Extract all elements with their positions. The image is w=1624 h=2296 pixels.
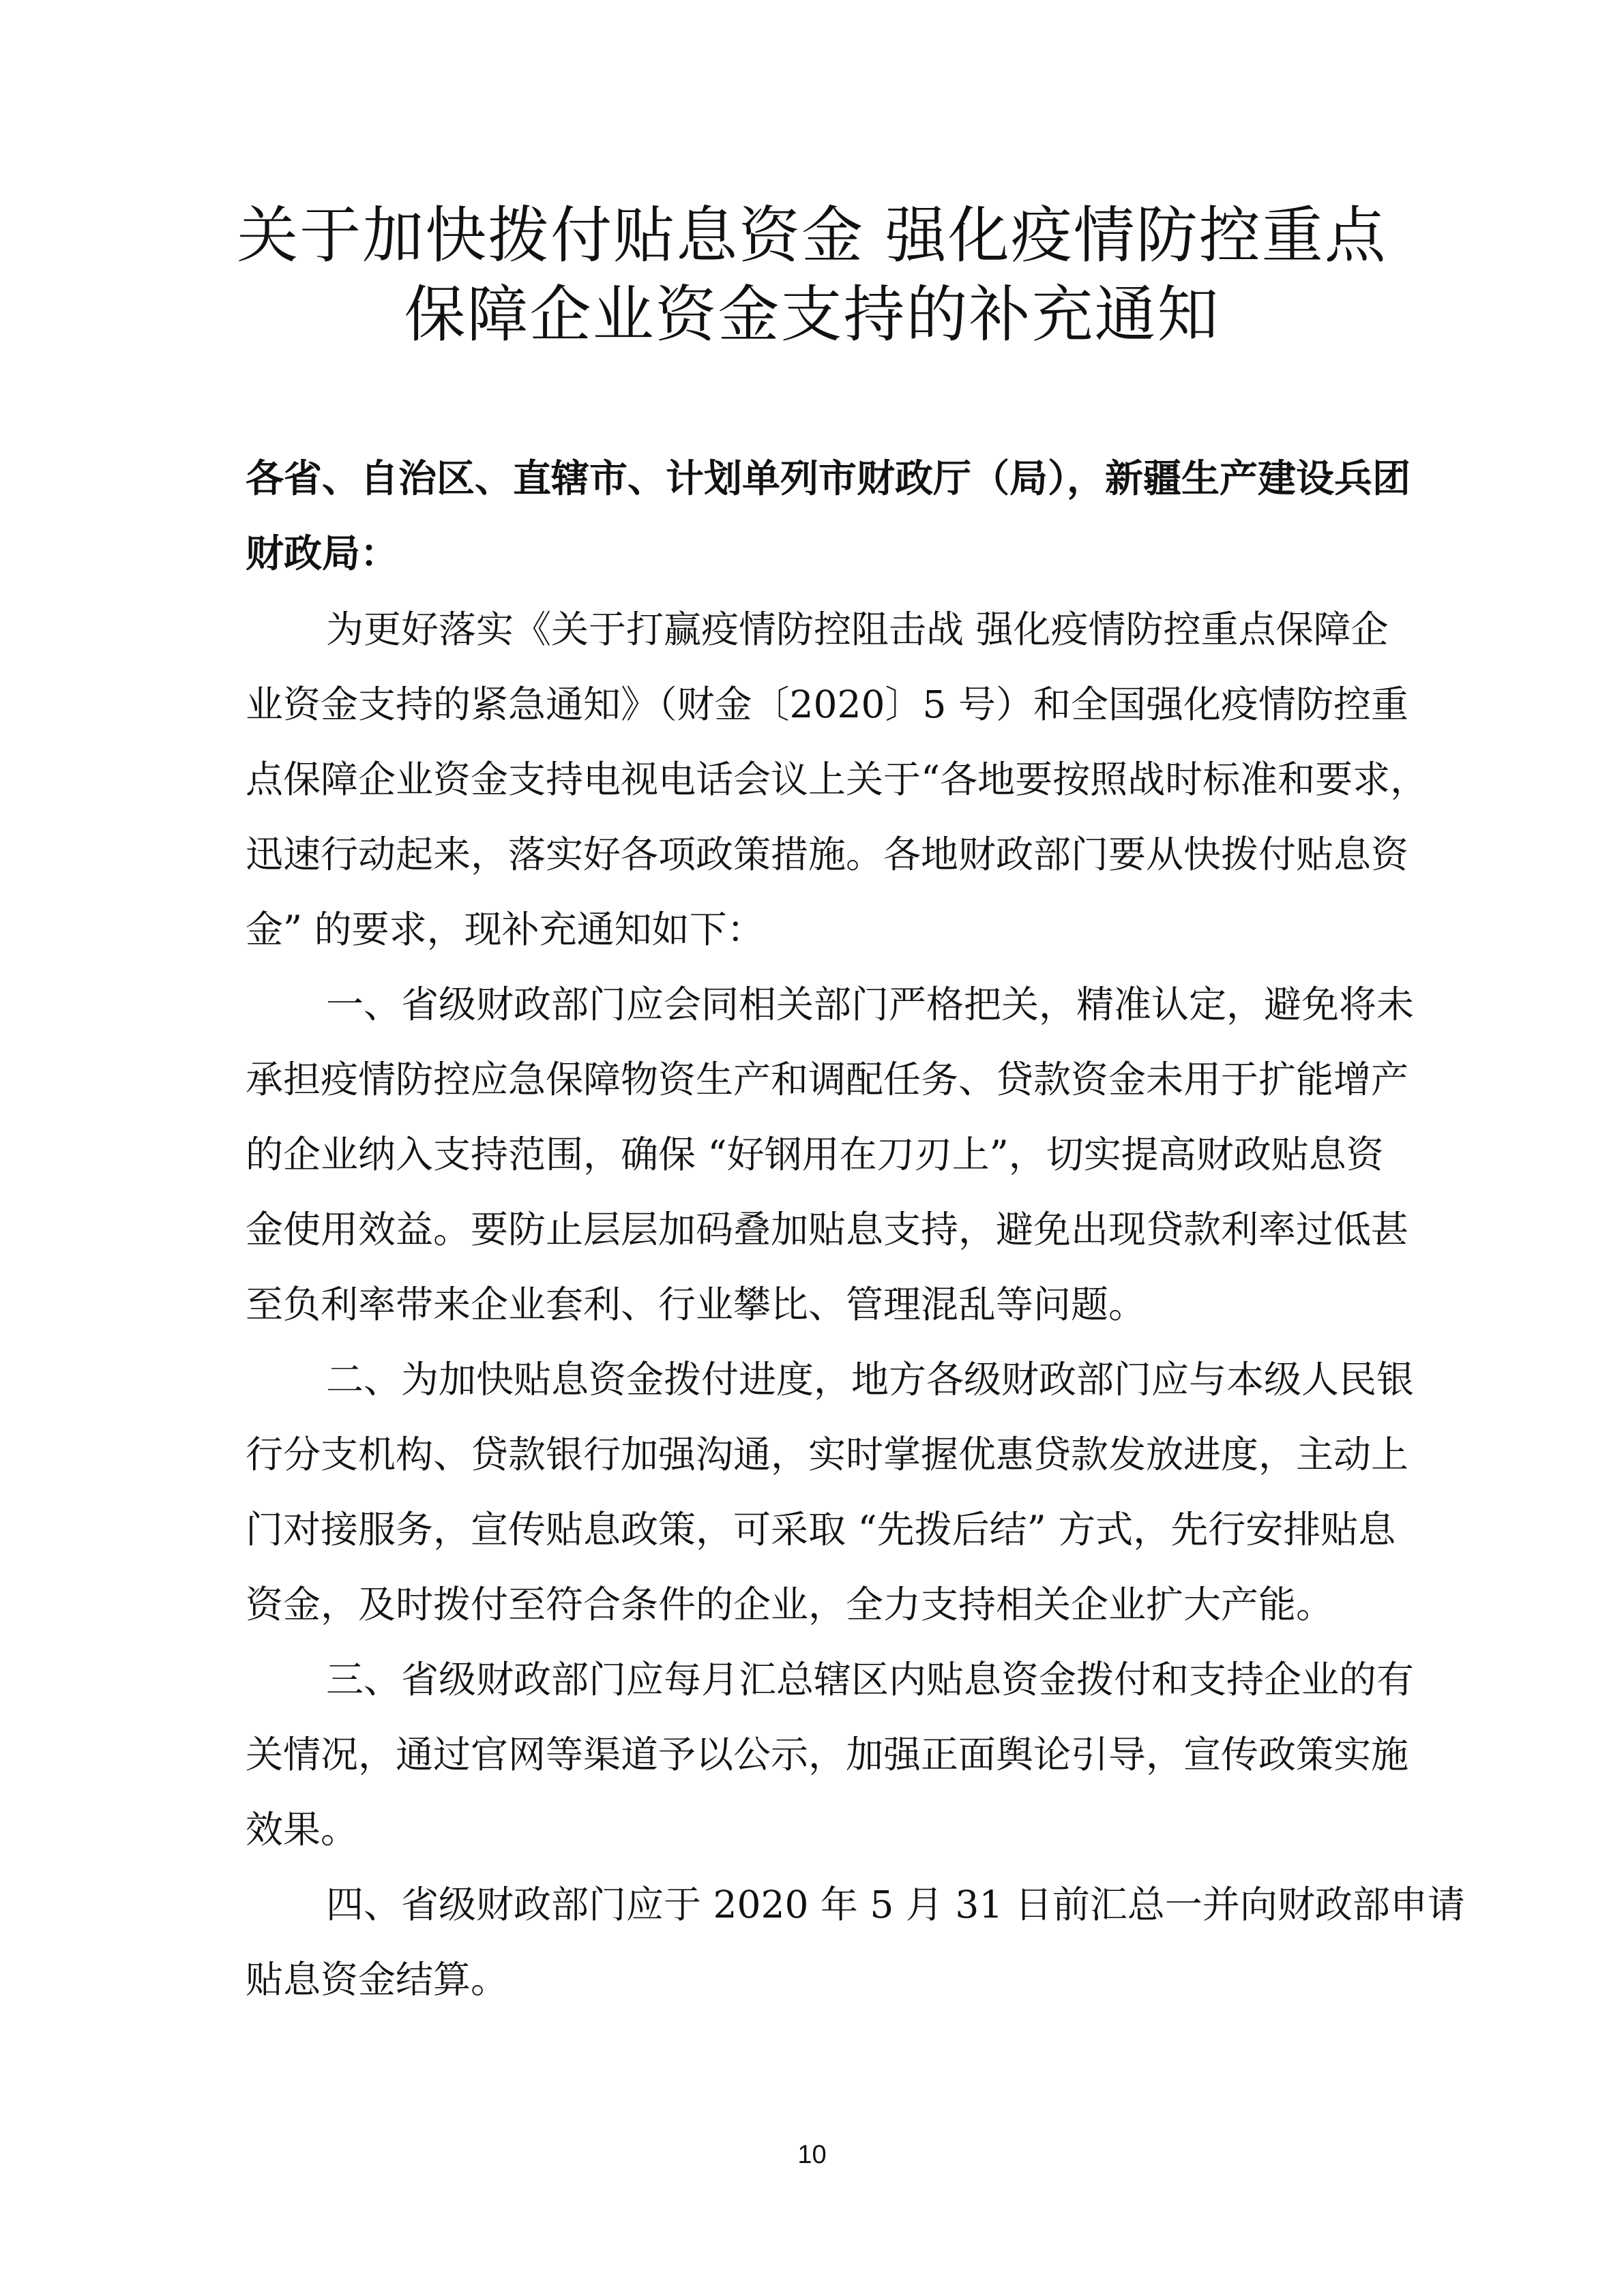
body-line: 门对接服务，宣传贴息政策，可采取 “先拨后结” 方式，先行安排贴息: [246, 1508, 1396, 1551]
body-line: 的企业纳入支持范围，确保 “好钢用在刀刃上”，切实提高财政贴息资: [246, 1133, 1384, 1176]
body-line: 金” 的要求，现补充通知如下：: [246, 908, 765, 951]
body-line: 行分支机构、贷款银行加强沟通，实时掌握优惠贷款发放进度，主动上: [246, 1433, 1409, 1476]
body-line: 资金，及时拨付至符合条件的企业，全力支持相关企业扩大产能。: [246, 1583, 1334, 1626]
document-title-line-1: 关于加快拨付贴息资金 强化疫情防控重点: [237, 200, 1387, 271]
page-number: 10: [797, 2141, 827, 2169]
document-title-line-2: 保障企业资金支持的补充通知: [404, 279, 1220, 351]
body-line: 一、省级财政部门应会同相关部门严格把关，精准认定，避免将未: [326, 983, 1415, 1026]
body-line: 业资金支持的紧急通知》（财金〔2020〕5 号）和全国强化疫情防控重: [246, 683, 1408, 726]
body-line: 四、省级财政部门应于 2020 年 5 月 31 日前汇总一并向财政部申请: [326, 1883, 1465, 1926]
body-line: 至负利率带来企业套利、行业攀比、管理混乱等问题。: [246, 1283, 1147, 1326]
body-line: 效果。: [246, 1808, 359, 1851]
body-line: 二、为加快贴息资金拨付进度，地方各级财政部门应与本级人民银: [326, 1358, 1415, 1401]
addressee-line-1: 各省、自治区、直辖市、计划单列市财政厅（局），新疆生产建设兵团: [246, 457, 1411, 501]
body-line: 金使用效益。要防止层层加码叠加贴息支持，避免出现贷款利率过低甚: [246, 1208, 1409, 1251]
body-line: 关情况，通过官网等渠道予以公示，加强正面舆论引导，宣传政策实施: [246, 1733, 1409, 1776]
addressee-line-2: 财政局：: [246, 532, 398, 576]
body-line: 为更好落实《关于打赢疫情防控阻击战 强化疫情防控重点保障企: [326, 608, 1389, 651]
body-line: 承担疫情防控应急保障物资生产和调配任务、贷款资金未用于扩能增产: [246, 1058, 1409, 1101]
body-line: 三、省级财政部门应每月汇总辖区内贴息资金拨付和支持企业的有: [326, 1658, 1415, 1701]
body-line: 点保障企业资金支持电视电话会议上关于“各地要按照战时标准和要求，: [246, 758, 1428, 801]
body-line: 贴息资金结算。: [246, 1958, 509, 2001]
body-line: 迅速行动起来，落实好各项政策措施。各地财政部门要从快拨付贴息资: [246, 833, 1409, 876]
